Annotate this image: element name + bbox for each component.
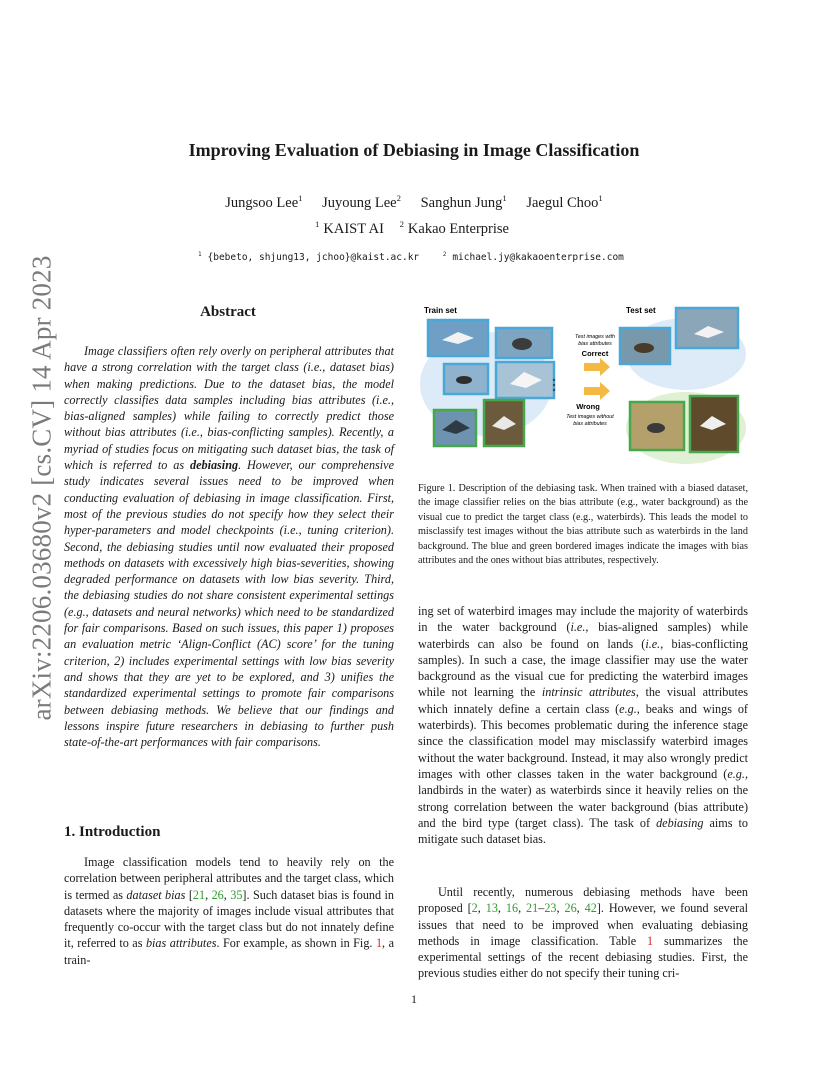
citation-link[interactable]: 23 (544, 901, 557, 916)
wrong-arrow-icon (584, 382, 610, 400)
figure-1 (418, 300, 746, 466)
wrong-label: Wrong (576, 402, 600, 411)
citation-link[interactable]: 21 (526, 901, 539, 916)
paper-title: Improving Evaluation of Debiasing in Image Classification (188, 140, 640, 160)
without-bias-caption-line-1: Test images without (566, 414, 614, 420)
citation-link[interactable]: 13 (485, 901, 498, 916)
figure-ref-link[interactable]: 1 (375, 936, 383, 951)
debiasing-emphasis: debiasing (189, 458, 239, 473)
abstract-text: Image classifiers often rely overly on peripheral attributes that have a strong correlation with the target class (i.e., dataset bias) when making predictions. Due to the dataset bias, the model correctly classifies data samples including bias attributes (i.e., bias-aligned samples) while failing to correctly predict those without bias attributes (i.e., bias-conflicting samples). Recently, a myriad of studies focus on mitigating such dataset bias, the task of which is referred to as debiasing. However, our comprehensive study indicates several issues need to be improved when conducting evaluation of debiasing in image classification. First, most of the previous studies do not specify how they select their hyper-parameters and model checkpoints (i.e., tuning criterion). Second, the debiasing studies until now evaluated their proposed methods on datasets with excessively high bias-severities, showing degraded performance on datasets with low bias severity. Third, the debiasing studies do not share consistent experimental settings (e.g., datasets and neural networks) which need to be standardized for fair comparisons. Based on such issues, this paper 1) proposes an evaluation metric ‘Align-Conflict (AC) score’ for the tuning criterion, 2) includes experimental settings with low bias severity and shows that they are yet to be explored, and 3) unifies the standardized experimental settings to promote fair comparisons between debiasing methods. We believe that our findings and lessons inspire future researchers in debiasing to further push state-of-the-art performances with fair comparisons. (64, 344, 395, 750)
abstract-heading: Abstract (200, 304, 256, 320)
email-line (0, 252, 828, 263)
affiliations (0, 221, 828, 238)
test-image (690, 396, 738, 452)
introduction-heading: 1. Introduction (64, 824, 161, 840)
with-bias-caption-line-2: bias attributes (578, 341, 612, 347)
arxiv-stamp (22, 255, 62, 721)
introduction-paragraph: Image classification models tend to heavily rely on the correlation between peripheral attributes and the target class, which is termed as dataset bias [21, 26, 35]. Such dataset bias is found in datasets where the majority of images include visual attributes that frequently co-occur with the target class but do not innately define it, referred to as bias attributes. For example, as shown in Fig. 1, a train- (64, 855, 395, 967)
email: $^2$ michael.jy@kakaoenterprise.com (442, 251, 624, 263)
train-image (444, 364, 488, 394)
with-bias-caption-line-1: Test images with (575, 334, 615, 340)
figure-1-caption: Figure 1. Description of the debiasing task. When trained with a biased dataset, the image classifier relies on the bias attribute (e.g., water background) as the visual cue to predict the target class (e.g., waterbirds). This leads the model to misclassify test images without the bias attribute such as waterbirds in the land background. The blue and green bordered images indicate the images with bias attributes and the ones without bias attributes, respectively. (418, 483, 748, 567)
test-image (620, 328, 670, 364)
author: Jaegul Choo$^1$ (526, 193, 603, 211)
train-image (484, 400, 524, 446)
citation-link[interactable]: 42 (584, 901, 597, 916)
email: $^1$ {bebeto, shjung13, jchoo}@kaist.ac.kr (198, 251, 420, 263)
test-image (676, 308, 738, 348)
train-image (496, 362, 554, 398)
author: Jungsoo Lee$^1$ (225, 193, 303, 211)
correct-arrow-icon (584, 358, 610, 376)
train-image (496, 328, 552, 358)
train-ellipsis (553, 379, 555, 391)
train-image (434, 410, 476, 446)
train-image (428, 320, 488, 356)
test-image (630, 402, 684, 450)
citation-link[interactable]: 21 (192, 887, 206, 902)
correct-label: Correct (581, 349, 609, 358)
citation-link[interactable]: 35 (230, 887, 243, 902)
citation-link[interactable]: 26 (211, 887, 224, 902)
citation-link[interactable]: 16 (505, 901, 519, 916)
citation-link[interactable]: 2 (471, 901, 478, 916)
author-list (0, 195, 828, 212)
author: Juyoung Lee$^2$ (322, 193, 401, 211)
without-bias-caption-line-2: bias attributes (573, 421, 607, 427)
affiliation: $^2$ Kakao Enterprise (399, 219, 509, 237)
table-ref-link[interactable]: 1 (647, 933, 654, 948)
figure-1-diagram (418, 300, 746, 466)
affiliation: $^1$ KAIST AI (315, 219, 384, 237)
body-paragraph: Until recently, numerous debiasing methods have been proposed [2, 13, 16, 21–23, 26, 42]. However, we found several issues that need to be improved when evaluating debiasing methods in image classification. Table 1 summarizes the experimental settings of the recent debiasing studies. First, the previous studies either do not specify their tuning cri- (418, 885, 749, 981)
page-number: 1 (411, 992, 417, 1006)
train-set-label: Train set (424, 306, 457, 315)
citation-link[interactable]: 26 (564, 901, 577, 916)
test-set-label: Test set (626, 306, 656, 315)
author: Sanghun Jung$^1$ (420, 193, 507, 211)
body-paragraph: ing set of waterbird images may include the majority of waterbirds in the water background (i.e., bias-aligned samples) while waterbirds can also be found on lands (i.e., bias-conflicting samples). In such a case, the image classifier may use the water background as the visual cue for predicting the waterbird images while not learning the intrinsic attributes, the visual attributes which innately define a certain class (e.g., beaks and wings of waterbirds). This becomes problematic during the inference stage since the classification model may misclassify waterbird images without the water background. Instead, it may also wrongly predict images with other classes taken in the water background (e.g., landbirds in the water) as waterbirds since it heavily relies on the strong correlation between the water background (bias attribute) and the bird type (target class). The task of debiasing aims to mitigate such dataset bias. (418, 604, 748, 847)
arxiv-id: arXiv:2206.03680v2 [cs.CV] 14 Apr 2023 (26, 255, 57, 721)
